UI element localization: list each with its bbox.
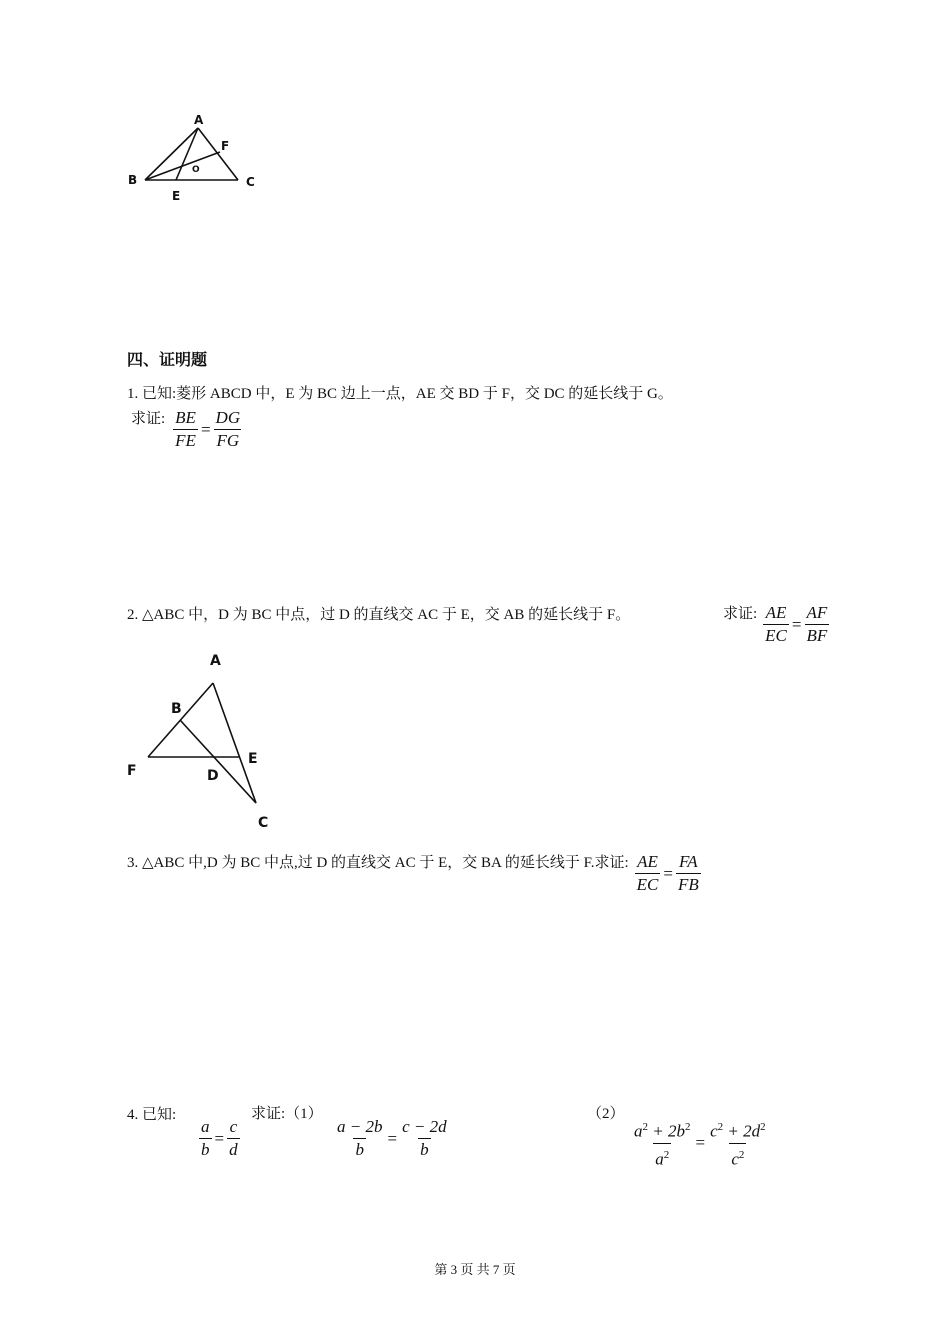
denominator: EC: [636, 875, 659, 894]
fraction: [763, 602, 789, 647]
term: + 2b: [648, 1121, 685, 1141]
problem-4-part-2-label: （2）: [587, 1106, 625, 1122]
fraction: [805, 602, 830, 647]
numerator: [632, 1116, 692, 1143]
numerator: BE: [175, 408, 196, 427]
label-o: O: [192, 165, 200, 175]
label-c: C: [258, 815, 269, 831]
var-a: a: [634, 1121, 643, 1141]
label-a: A: [210, 653, 221, 669]
equals-sign: =: [214, 1128, 225, 1148]
label-f: F: [221, 139, 230, 153]
label-c: C: [246, 175, 255, 189]
var-c: c: [731, 1149, 739, 1169]
term: + 2d: [723, 1121, 761, 1141]
problem-2-text: 2. △ABC 中，D 为 BC 中点，过 D 的直线交 AC 于 E，交 AB 的延长线于 F。: [127, 607, 631, 623]
problem-4-prove-label: 求证:（1）: [251, 1106, 323, 1122]
fraction: [708, 1116, 768, 1170]
triangle-figure-2: [120, 645, 280, 835]
fraction: [227, 1116, 240, 1161]
label-e: E: [248, 751, 258, 767]
equals-sign: =: [387, 1128, 398, 1148]
numerator: AF: [806, 603, 828, 622]
problem-4-given-label: 4. 已知:: [127, 1107, 177, 1123]
exponent: 2: [717, 1121, 724, 1133]
var-a: a: [655, 1149, 664, 1169]
section-title: 四、证明题: [127, 350, 208, 369]
numerator: c: [229, 1117, 238, 1136]
page-footer: 第 3 页 共 7 页: [434, 1262, 516, 1277]
denominator: EC: [765, 626, 787, 645]
numerator: FA: [679, 852, 698, 871]
problem-4-part-1: [335, 1116, 449, 1161]
exponent: 2: [642, 1121, 648, 1133]
problem-4-given: [199, 1116, 240, 1161]
exponent: 2: [738, 1148, 745, 1161]
numerator: a: [201, 1117, 210, 1136]
denominator: FE: [175, 431, 196, 450]
numerator: c − 2d: [402, 1117, 447, 1136]
label-d: D: [207, 768, 219, 784]
problem-4-part-2: [632, 1116, 768, 1170]
exponent: 2: [684, 1121, 691, 1133]
denominator: [653, 1143, 671, 1171]
numerator: DG: [215, 408, 241, 427]
fraction: [199, 1116, 212, 1161]
fraction: [676, 851, 701, 896]
denominator: BF: [806, 626, 828, 645]
label-a: A: [194, 113, 204, 127]
problem-1-proof: [131, 407, 242, 452]
exponent: 2: [760, 1121, 766, 1133]
fraction: [335, 1116, 384, 1161]
denominator: [729, 1143, 746, 1171]
problem-1-text: 1. 已知:菱形 ABCD 中，E 为 BC 边上一点，AE 交 BD 于 F，交 DC 的延长线于 G。: [127, 386, 673, 402]
numerator: AE: [637, 852, 658, 871]
problem-3-text: 3. △ABC 中,D 为 BC 中点,过 D 的直线交 AC 于 E，交 BA 的延长线于 F.求证:: [127, 855, 629, 871]
label-b: B: [171, 701, 182, 717]
fraction: [400, 1116, 449, 1161]
denominator: b: [355, 1140, 364, 1159]
numerator: [708, 1116, 768, 1143]
exponent: 2: [663, 1148, 670, 1161]
equals-sign: =: [791, 614, 802, 634]
equals-sign: =: [200, 419, 211, 439]
prove-label: 求证:: [723, 606, 758, 622]
fraction: [632, 1116, 692, 1170]
fraction: [173, 407, 198, 452]
fraction: [214, 407, 243, 452]
denominator: FB: [677, 875, 699, 894]
denominator: FG: [216, 431, 240, 450]
prove-label: 求证:: [131, 411, 166, 427]
var-c: c: [710, 1121, 718, 1141]
triangle-figure-1: [120, 110, 270, 210]
problem-2-proof: [723, 602, 829, 647]
numerator: AE: [765, 603, 787, 622]
label-b: B: [128, 173, 138, 187]
denominator: b: [201, 1140, 210, 1159]
label-f: F: [127, 763, 137, 779]
denominator: d: [229, 1140, 238, 1159]
problem-3: [127, 851, 701, 896]
equals-sign: =: [695, 1133, 706, 1153]
numerator: a − 2b: [337, 1117, 383, 1136]
fraction: [635, 851, 661, 896]
equals-sign: =: [663, 863, 673, 883]
denominator: b: [420, 1140, 429, 1159]
label-e: E: [172, 189, 181, 203]
